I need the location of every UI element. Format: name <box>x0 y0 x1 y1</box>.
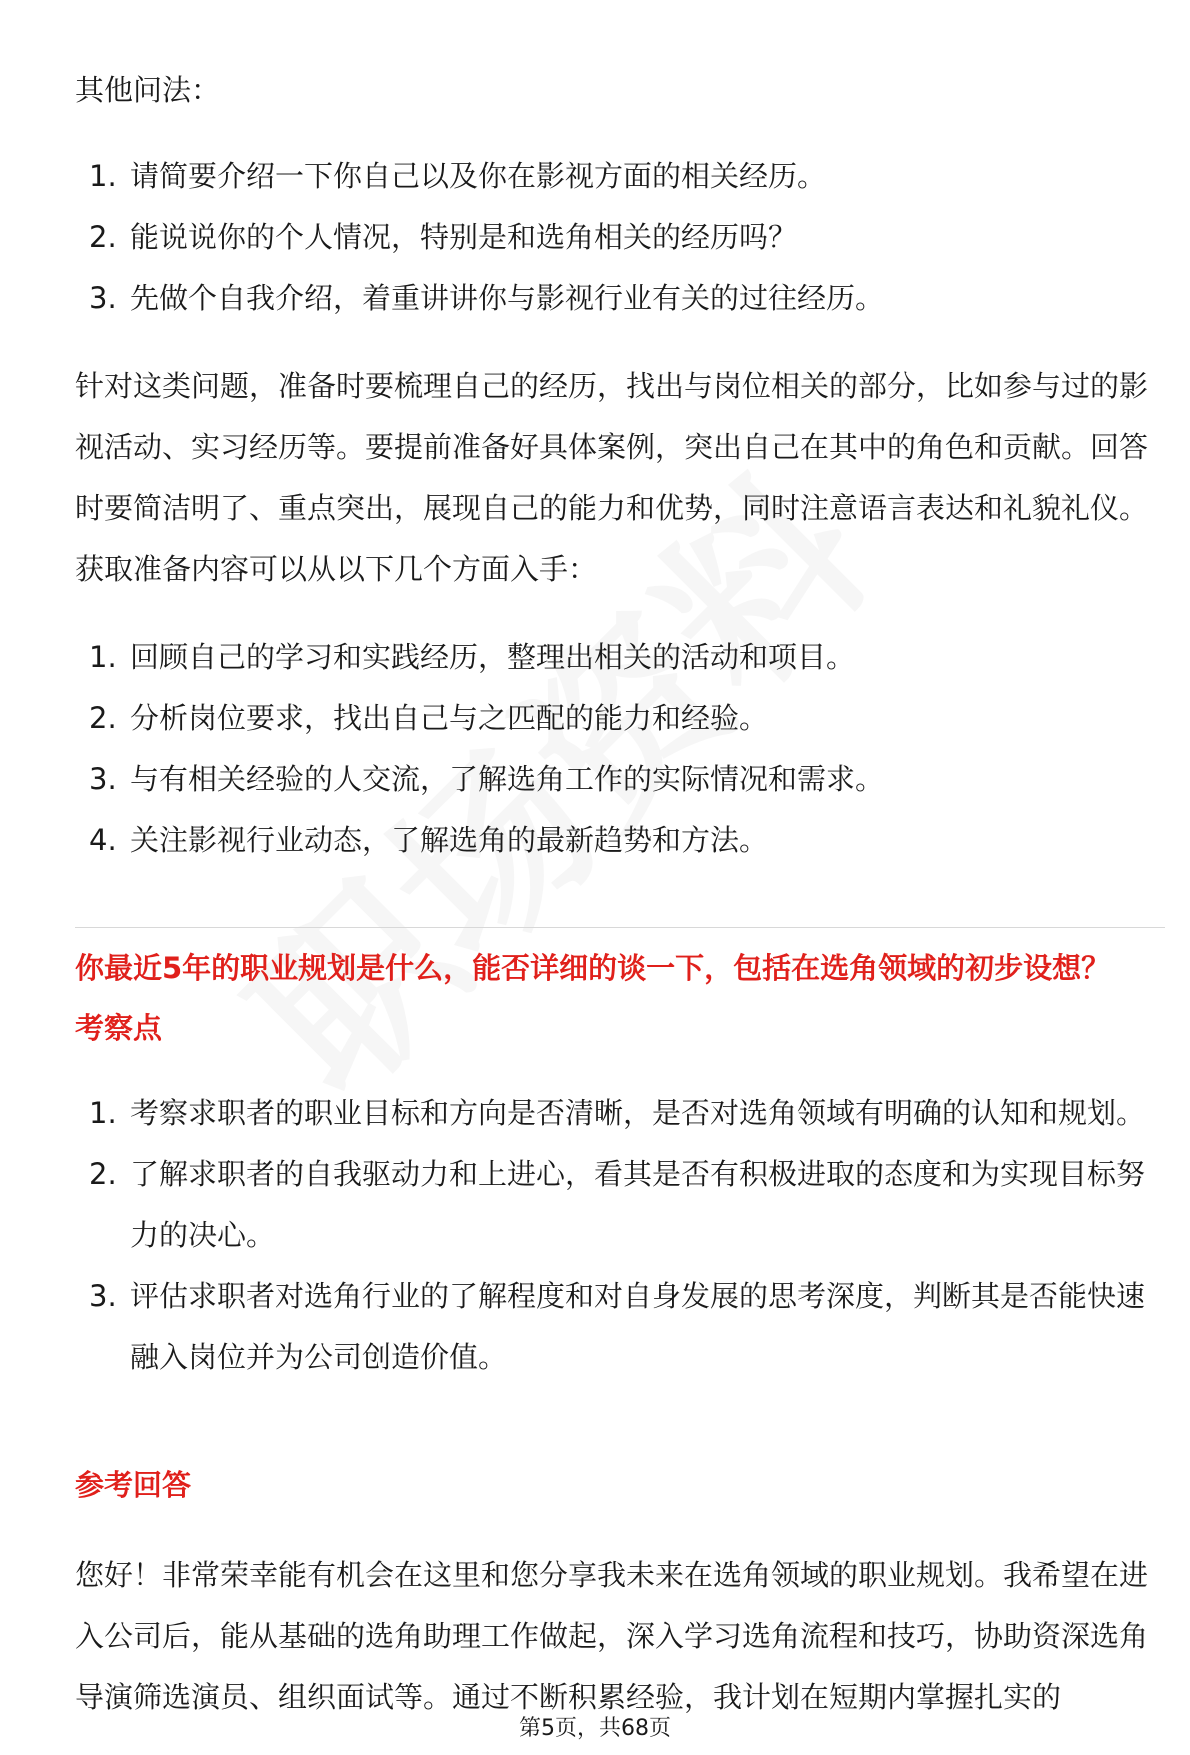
list-item-text: 回顾自己的学习和实践经历，整理出相关的活动和项目。 <box>130 640 856 674</box>
list-item: 2. 分析岗位要求，找出自己与之匹配的能力和经验。 <box>89 701 769 735</box>
question-heading: 你最近5年的职业规划是什么，能否详细的谈一下，包括在选角领域的初步设想？ <box>75 951 1111 985</box>
list-item-text: 关注影视行业动态，了解选角的最新趋势和方法。 <box>130 823 769 857</box>
list-item-text: 分析岗位要求，找出自己与之匹配的能力和经验。 <box>130 701 769 735</box>
list-item-text: 考察求职者的职业目标和方向是否清晰，是否对选角领域有明确的认知和规划。 <box>130 1096 1146 1130</box>
list-item: 1. 请简要介绍一下你自己以及你在影视方面的相关经历。 <box>89 159 827 193</box>
list-item-text: 评估求职者对选角行业的了解程度和对自身发展的思考深度，判断其是否能快速融入岗位并为公司创造价值。 <box>130 1279 1146 1374</box>
list-item-text: 请简要介绍一下你自己以及你在影视方面的相关经历。 <box>130 159 827 193</box>
advice-paragraph: 针对这类问题，准备时要梳理自己的经历，找出与岗位相关的部分，比如参与过的影视活动、实习经历等。要提前准备好具体案例，突出自己在其中的角色和贡献。回答时要简洁明了、重点突出，展现自己的能力和优势，同时注意语言表达和礼貌礼仪。 获取准备内容可以从以下几个方面入手： <box>75 369 1149 586</box>
page-footer: 第5页，共68页 <box>519 1716 671 1741</box>
intro-label: 其他问法： <box>75 73 221 107</box>
list-item: 1. 考察求职者的职业目标和方向是否清晰，是否对选角领域有明确的认知和规划。 <box>89 1096 1146 1130</box>
kaochadian-list <box>75 1083 1165 1388</box>
list-item: 2. 了解求职者的自我驱动力和上进心，看其是否有积极进取的态度和为实现目标努力的决心。 <box>89 1157 1146 1252</box>
list-item: 3. 评估求职者对选角行业的了解程度和对自身发展的思考深度，判断其是否能快速融入岗位并为公司创造价值。 <box>89 1279 1146 1374</box>
list-item: 2. 能说说你的个人情况，特别是和选角相关的经历吗？ <box>89 220 798 254</box>
list-item: 3. 与有相关经验的人交流，了解选角工作的实际情况和需求。 <box>89 762 885 796</box>
list-item-text: 能说说你的个人情况，特别是和选角相关的经历吗？ <box>130 220 798 254</box>
prep-steps-list <box>75 627 1165 871</box>
kaochadian-heading: 考察点 <box>75 1011 163 1045</box>
list-item-text: 先做个自我介绍，着重讲讲你与影视行业有关的过往经历。 <box>130 281 885 315</box>
list-item: 3. 先做个自我介绍，着重讲讲你与影视行业有关的过往经历。 <box>89 281 885 315</box>
list-item: 4. 关注影视行业动态，了解选角的最新趋势和方法。 <box>89 823 769 857</box>
alt-questions-list <box>75 146 1165 329</box>
answer-paragraph: 您好！非常荣幸能有机会在这里和您分享我未来在选角领域的职业规划。我希望在进入公司后，能从基础的选角助理工作做起，深入学习选角流程和技巧，协助资深选角导演筛选演员、组织面试等。通过不断积累经验，我计划在短期内掌握扎实的 <box>75 1558 1149 1714</box>
list-item-text: 了解求职者的自我驱动力和上进心，看其是否有积极进取的态度和为实现目标努力的决心。 <box>130 1157 1146 1252</box>
list-item: 1. 回顾自己的学习和实践经历，整理出相关的活动和项目。 <box>89 640 856 674</box>
section-divider <box>75 927 1165 928</box>
list-item-text: 与有相关经验的人交流，了解选角工作的实际情况和需求。 <box>130 762 885 796</box>
answer-heading: 参考回答 <box>75 1468 192 1502</box>
